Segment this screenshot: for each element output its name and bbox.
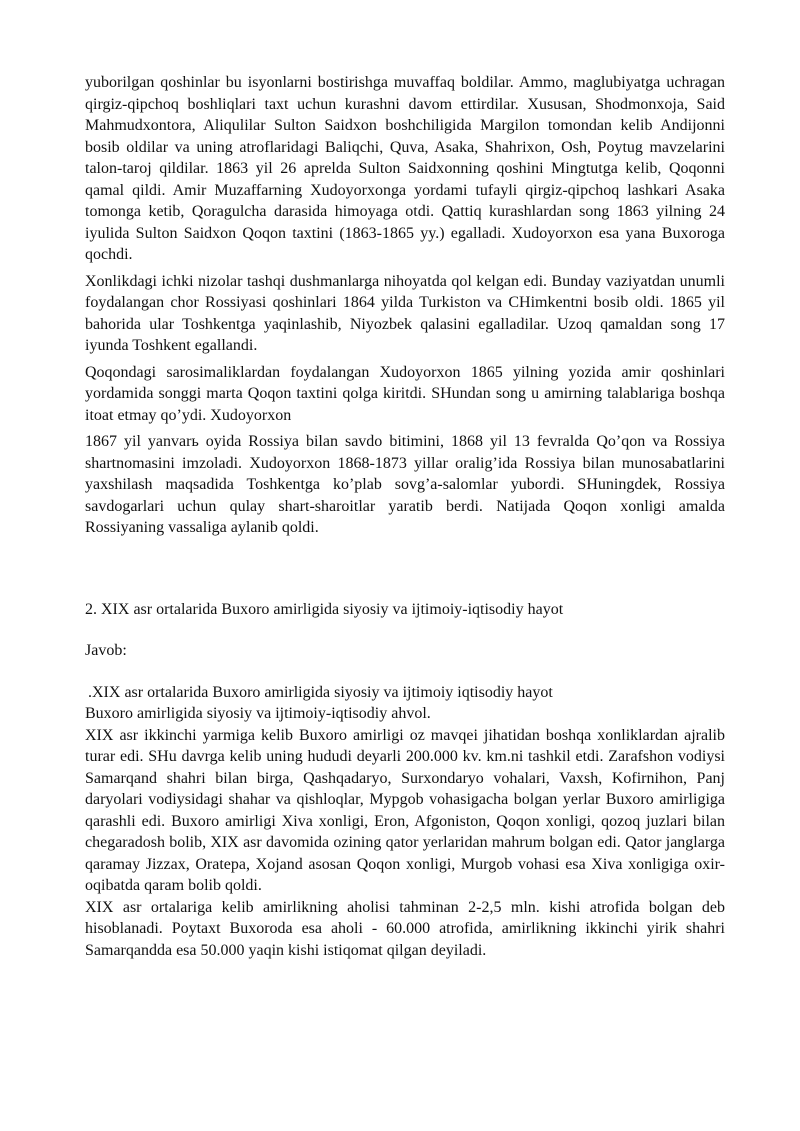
paragraph: Qoqondagi sarosimaliklardan foydalangan Xudoyorxon 1865 yilning yozida amir qoshinlari yordamida songgi marta Qoqon taxtini qolga kiritdi. SHundan song u amirning talablariga boshqa itoat etmay qo’ydi. Xudoyorxon [85,363,725,424]
paragraph: XIX asr ortalariga kelib amirlikning aholisi tahminan 2-2,5 mln. kishi atrofida bolgan deb hisoblanadi. Poytaxt Buxoroda esa aholi - 60.000 atrofida, amirlikning ikkinchi yirik shahri Samarqandda esa 50.000 yaqin kishi istiqomat qilgan deyiladi. [85,898,725,959]
subheading: .XIX asr ortalarida Buxoro amirligida siyosiy va ijtimoiy iqtisodiy hayot [88,683,553,701]
spacer [85,544,725,599]
paragraph: 1867 yil yanvarь oyida Rossiya bilan savdo bitimini, 1868 yil 13 fevralda Qo’qon va Rossiya shartnomasini imzoladi. Xudoyorxon 1868-1873 yillar oralig’ida Rossiya bilan munosabatlarini yaxshilash maqsadida Toshkentga ko’plab sovg’a-salomlar yubordi. SHuningdek, Rossiya savdogarlari uchun qulay shart-sharoitlar yaratib berdi. Natijada Qoqon xonligi amalda Rossiyaning vassaliga aylanib qoldi. [85,433,725,536]
document-page [85,72,725,961]
paragraph: yuborilgan qoshinlar bu isyonlarni bostirishga muvaffaq boldilar. Ammo, maglubiyatga uchragan qirgiz-qipchoq boshliqlari taxt uchun kurashni davom ettirdilar. Xususan, Shodmonxoja, Said Mahmudxontora, Aliqulilar Sulton Saidxon boshchiligida Margilon tomondan kelib Andijonni bosib oldilar va uning atroflaridagi Baliqchi, Quva, Asaka, Shahrixon, Osh, Poytug mavzelarini talon-taroj qildilar. 1863 yil 26 aprelda Sulton Saidxonning qoshini Mingtutga kelib, Qoqonni qamal qildi. Amir Muzaffarning Xudoyorxonga yordami tufayli qirgiz-qipchoq lashkari Asaka tomonga ketib, Qoragulcha darasida himoyaga otdi. Qattiq kurashlardan song 1863 yilning 24 iyulida Sulton Saidxon Qoqon taxtini (1863-1865 yy.) egalladi. Xudoyorxon esa yana Buxoroga qochdi. [85,74,725,263]
subheading-secondary: Buxoro amirligida siyosiy va ijtimoiy-iqtisodiy ahvol. [85,705,431,722]
section-heading: 2. XIX asr ortalarida Buxoro amirligida siyosiy va ijtimoiy-iqtisodiy hayot [85,600,564,618]
answer-label: Javob: [85,642,127,659]
paragraph: XIX asr ikkinchi yarmiga kelib Buxoro amirligi oz mavqei jihatidan boshqa xonliklardan ajralib turar edi. SHu davrga kelib uning hududi deyarli 200.000 kv. km.ni tashkil etdi. Zarafshon vodiysi Samarqand shahri bilan birga, Qashqadaryo, Surxondaryo vohalari, Vaxsh, Kofirnihon, Panj daryolari vodiysidagi shahar va qishloqlar, Mypgob vohasigacha bolgan yerlar Buxoro amirligiga qarashli edi. Buxoro amirligi Xiva xonligi, Eron, Afgoniston, Qoqon xonligi, qozoq juzlari bilan chegaradosh bolib, XIX asr davomida ozining qator yerlaridan mahrum bolgan edi. Qator janglarga qaramay Jizzax, Oratepa, Xojand asosan Qoqon xonligi, Murgob vohasi esa Xiva xonligiga oxir-oqibatda qaram bolib qoldi. [85,726,725,894]
paragraph: Xonlikdagi ichki nizolar tashqi dushmanlarga nihoyatda qol kelgan edi. Bunday vaziyatdan unumli foydalangan chor Rossiyasi qoshinlari 1864 yilda Turkiston va CHimkentni bosib oldi. 1865 yil bahorida ular Toshkentga yaqinlashib, Niyozbek qalasini egalladilar. Uzoq qamaldan song 17 iyunda Toshkent egallandi. [85,272,725,354]
